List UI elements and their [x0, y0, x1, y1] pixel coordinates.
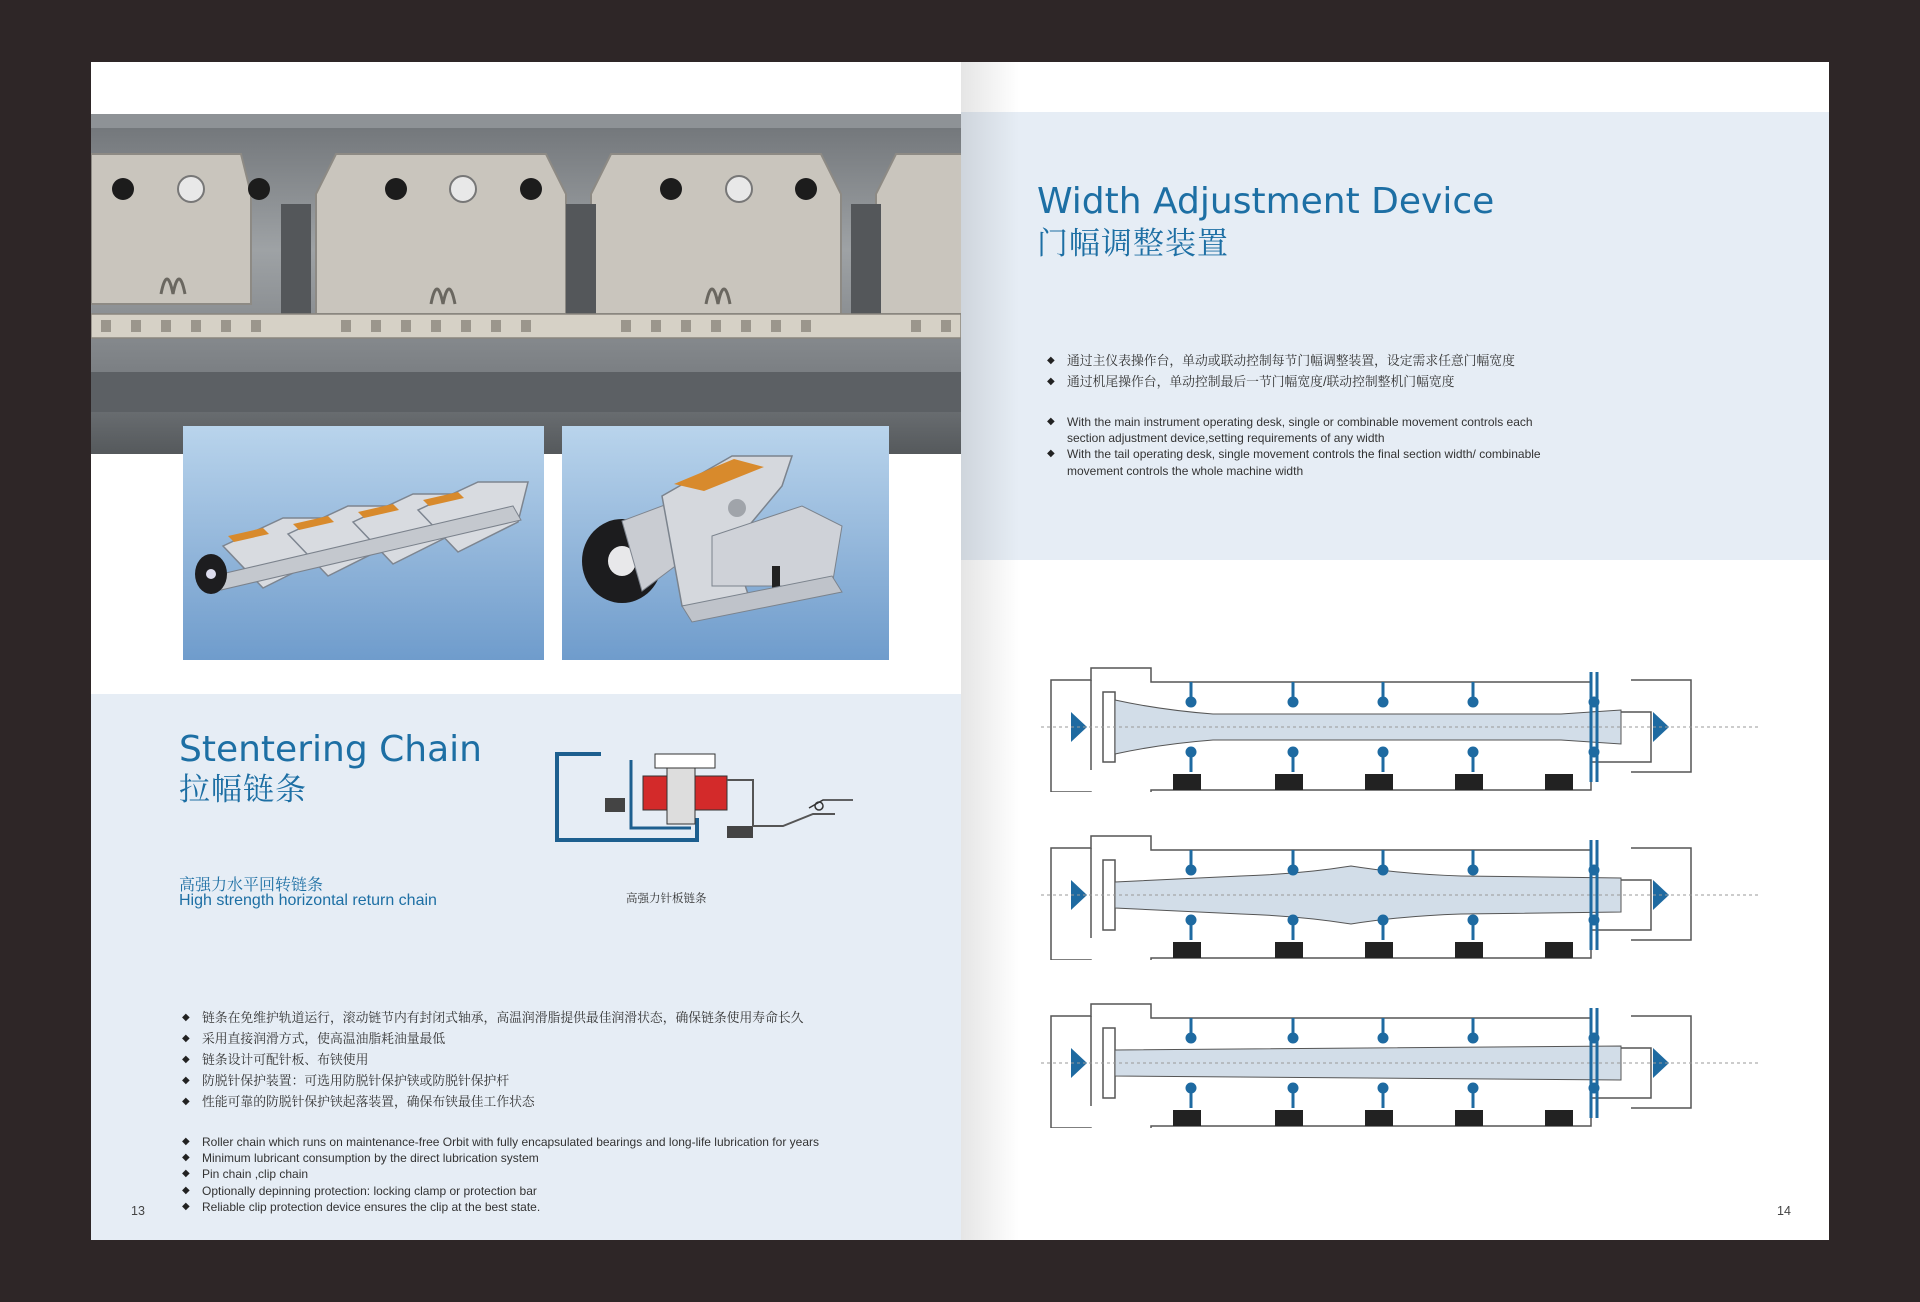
page-number: 14 — [1777, 1204, 1791, 1218]
features-list-cn — [1047, 350, 1787, 392]
left-page — [91, 62, 961, 1240]
width-diagram-1 — [1041, 662, 1761, 792]
list-item: ◆ 性能可靠的防脱针保护铗起落装置，确保布铗最佳工作状态 — [182, 1091, 922, 1112]
section-title-cn: 拉幅链条 — [179, 772, 307, 807]
section-title-en: Stentering Chain — [179, 729, 482, 770]
section-subtitle-cn: 高强力水平回转链条 — [179, 877, 324, 894]
list-item: ◆ Optionally depinning protection: locking clamp or protection bar — [182, 1183, 942, 1199]
list-item: ◆ 采用直接润滑方式，使高温油脂耗油量最低 — [182, 1028, 922, 1049]
right-page — [961, 62, 1829, 1240]
list-item: ◆ With the tail operating desk, single movement controls the final section width/ combinable movement controls the whole machine width — [1047, 446, 1567, 478]
list-item: ◆ 防脱针保护装置：可选用防脱针保护铗或防脱针保护杆 — [182, 1070, 922, 1091]
list-item: ◆ Minimum lubricant consumption by the direct lubrication system — [182, 1150, 942, 1166]
chain-photo — [91, 114, 961, 454]
page-number: 13 — [131, 1204, 145, 1218]
drawing-caption: 高强力针板链条 — [626, 893, 707, 905]
list-item: ◆ With the main instrument operating desk, single or combinable movement controls each section adjustment device,setting requirements of any width — [1047, 414, 1567, 446]
list-item: ◆ Pin chain ,clip chain — [182, 1166, 942, 1182]
section-title-en: Width Adjustment Device — [1037, 181, 1495, 222]
features-list-en — [1047, 414, 1567, 479]
width-diagram-3 — [1041, 998, 1761, 1128]
section-title-cn: 门幅调整装置 — [1037, 226, 1229, 261]
list-item: ◆ Roller chain which runs on maintenance-free Orbit with fully encapsulated bearings and long-life lubrication for years — [182, 1134, 942, 1150]
features-list-cn — [182, 1007, 922, 1112]
width-adjustment-section — [961, 112, 1829, 560]
list-item: ◆ Reliable clip protection device ensures the clip at the best state. — [182, 1199, 942, 1215]
chain-render-image — [183, 426, 544, 660]
width-diagram-2 — [1041, 830, 1761, 960]
clip-render-image — [562, 426, 889, 660]
list-item: ◆ 链条在免维护轨道运行，滚动链节内有封闭式轴承，高温润滑脂提供最佳润滑状态，确保链条使用寿命长久 — [182, 1007, 922, 1028]
features-list-en — [182, 1134, 942, 1215]
section-subtitle-en: High strength horizontal return chain — [179, 892, 437, 909]
list-item: ◆ 通过机尾操作台，单动控制最后一节门幅宽度/联动控制整机门幅宽度 — [1047, 371, 1787, 392]
chain-cross-section-drawing — [551, 750, 871, 850]
list-item: ◆ 通过主仪表操作台，单动或联动控制每节门幅调整装置，设定需求任意门幅宽度 — [1047, 350, 1787, 371]
list-item: ◆ 链条设计可配针板、布铗使用 — [182, 1049, 922, 1070]
